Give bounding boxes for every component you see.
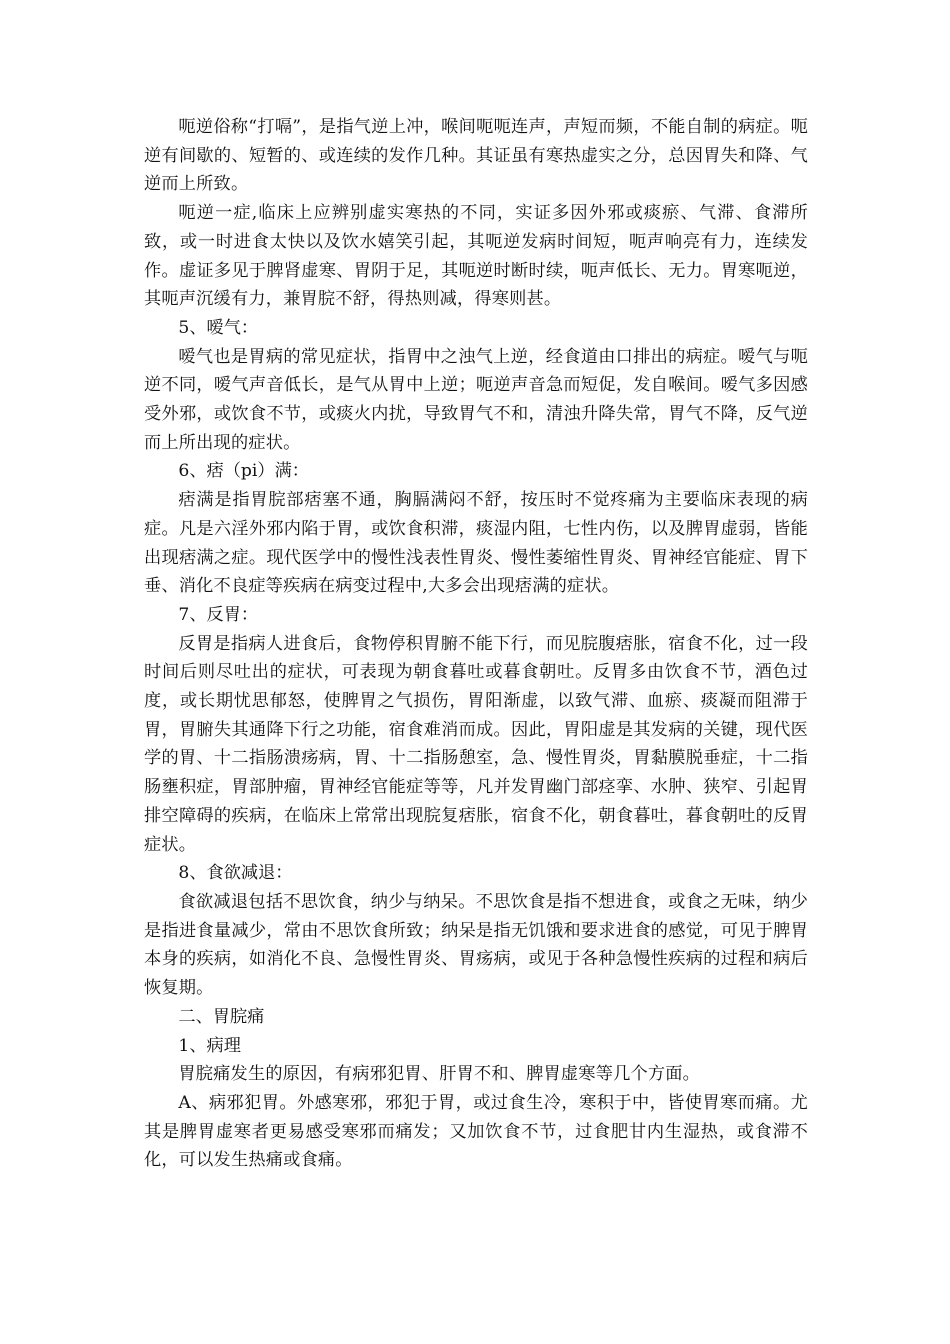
heading-epigastric-pain: 二、胃脘痛 bbox=[178, 1006, 265, 1027]
heading-pathology: 1、病理 bbox=[178, 1035, 241, 1056]
heading-belching: 5、嗳气： bbox=[178, 317, 259, 338]
heading-fullness: 6、痞（pi）满： bbox=[178, 461, 309, 482]
paragraph-regurgitation: 反胃是指病人进食后，食物停积胃腑不能下行，而见脘腹痞胀，宿食不化，过一段时间后则尽吐出的症状，可表现为朝食暮吐或暮食朝吐。反胃多由饮食不节，酒色过度，或长期忧思郁怒，使脾胃之气损伤，胃阳渐虚，以致气滞、血瘀、痰凝而阻滞于胃，胃腑失其通降下行之功能，宿食难消而成。因此，胃阳虚是其发病的关键，现代医学的胃、十二指肠溃疡病，胃、十二指肠憩室，急、慢性胃炎，胃黏膜脱垂症，十二指肠壅积症，胃部肿瘤，胃神经官能症等等，凡并发胃幽门部痉挛、水肿、狭窄、引起胃排空障碍的疾病，在临床上常常出现脘复痞胀，宿食不化，朝食暮吐，暮食朝吐的反胃症状。 bbox=[144, 633, 808, 855]
paragraph-pathogen-attack: A、病邪犯胃。外感寒邪，邪犯于胃，或过食生冷，寒积于中，皆使胃寒而痛。尤其是脾胃虚寒者更易感受寒邪而痛发；又加饮食不节，过食肥甘内生湿热，或食滞不化，可以发生热痛或食痛。 bbox=[144, 1092, 808, 1171]
heading-regurgitation: 7、反胃： bbox=[178, 604, 259, 625]
paragraph-hiccup-definition: 呃逆俗称“打嗝”，是指气逆上冲，喉间呃呃连声，声短而频，不能自制的病症。呃逆有间歇的、短暂的、或连续的发作几种。其证虽有寒热虚实之分，总因胃失和降、气逆而上所致。 bbox=[144, 117, 808, 195]
document-page bbox=[144, 113, 808, 1175]
paragraph-appetite-loss: 食欲减退包括不思饮食，纳少与纳呆。不思饮食是指不想进食，或食之无味，纳少是指进食量减少，常由不思饮食所致；纳呆是指无饥饿和要求进食的感觉，可见于脾胃本身的疾病，如消化不良、急慢性胃炎、胃疡病，或见于各种急慢性疾病的过程和病后恢复期。 bbox=[144, 891, 808, 999]
paragraph-fullness: 痞满是指胃脘部痞塞不通，胸膈满闷不舒，按压时不觉疼痛为主要临床表现的病症。凡是六淫外邪内陷于胃，或饮食积滞，痰湿内阻，七性内伤，以及脾胃虚弱，皆能出现痞满之症。现代医学中的慢性浅表性胃炎、慢性萎缩性胃炎、胃神经官能症、胃下垂、消化不良症等疾病在病变过程中,大多会出现痞满的症状。 bbox=[144, 490, 808, 597]
heading-appetite-loss: 8、食欲减退： bbox=[178, 863, 293, 884]
paragraph-belching: 嗳气也是胃病的常见症状，指胃中之浊气上逆，经食道由口排出的病症。嗳气与呃逆不同，嗳气声音低长，是气从胃中上逆；呃逆声音急而短促，发自喉间。嗳气多因感受外邪，或饮食不节，或痰火内扰，导致胃气不和，清浊升降失常，胃气不降，反气逆而上所出现的症状。 bbox=[144, 346, 808, 453]
paragraph-pain-causes: 胃脘痛发生的原因，有病邪犯胃、肝胃不和、脾胃虚寒等几个方面。 bbox=[178, 1064, 701, 1085]
paragraph-hiccup-differentiation: 呃逆一症,临床上应辨别虚实寒热的不同，实证多因外邪或痰瘀、气滞、食滞所致，或一时进食太快以及饮水嬉笑引起，其呃逆发病时间短，呃声响亮有力，连续发作。虚证多见于脾肾虚寒、胃阴于足，其呃逆时断时续，呃声低长、无力。胃寒呃逆，其呃声沉缓有力，兼胃脘不舒，得热则减，得寒则甚。 bbox=[144, 203, 808, 310]
